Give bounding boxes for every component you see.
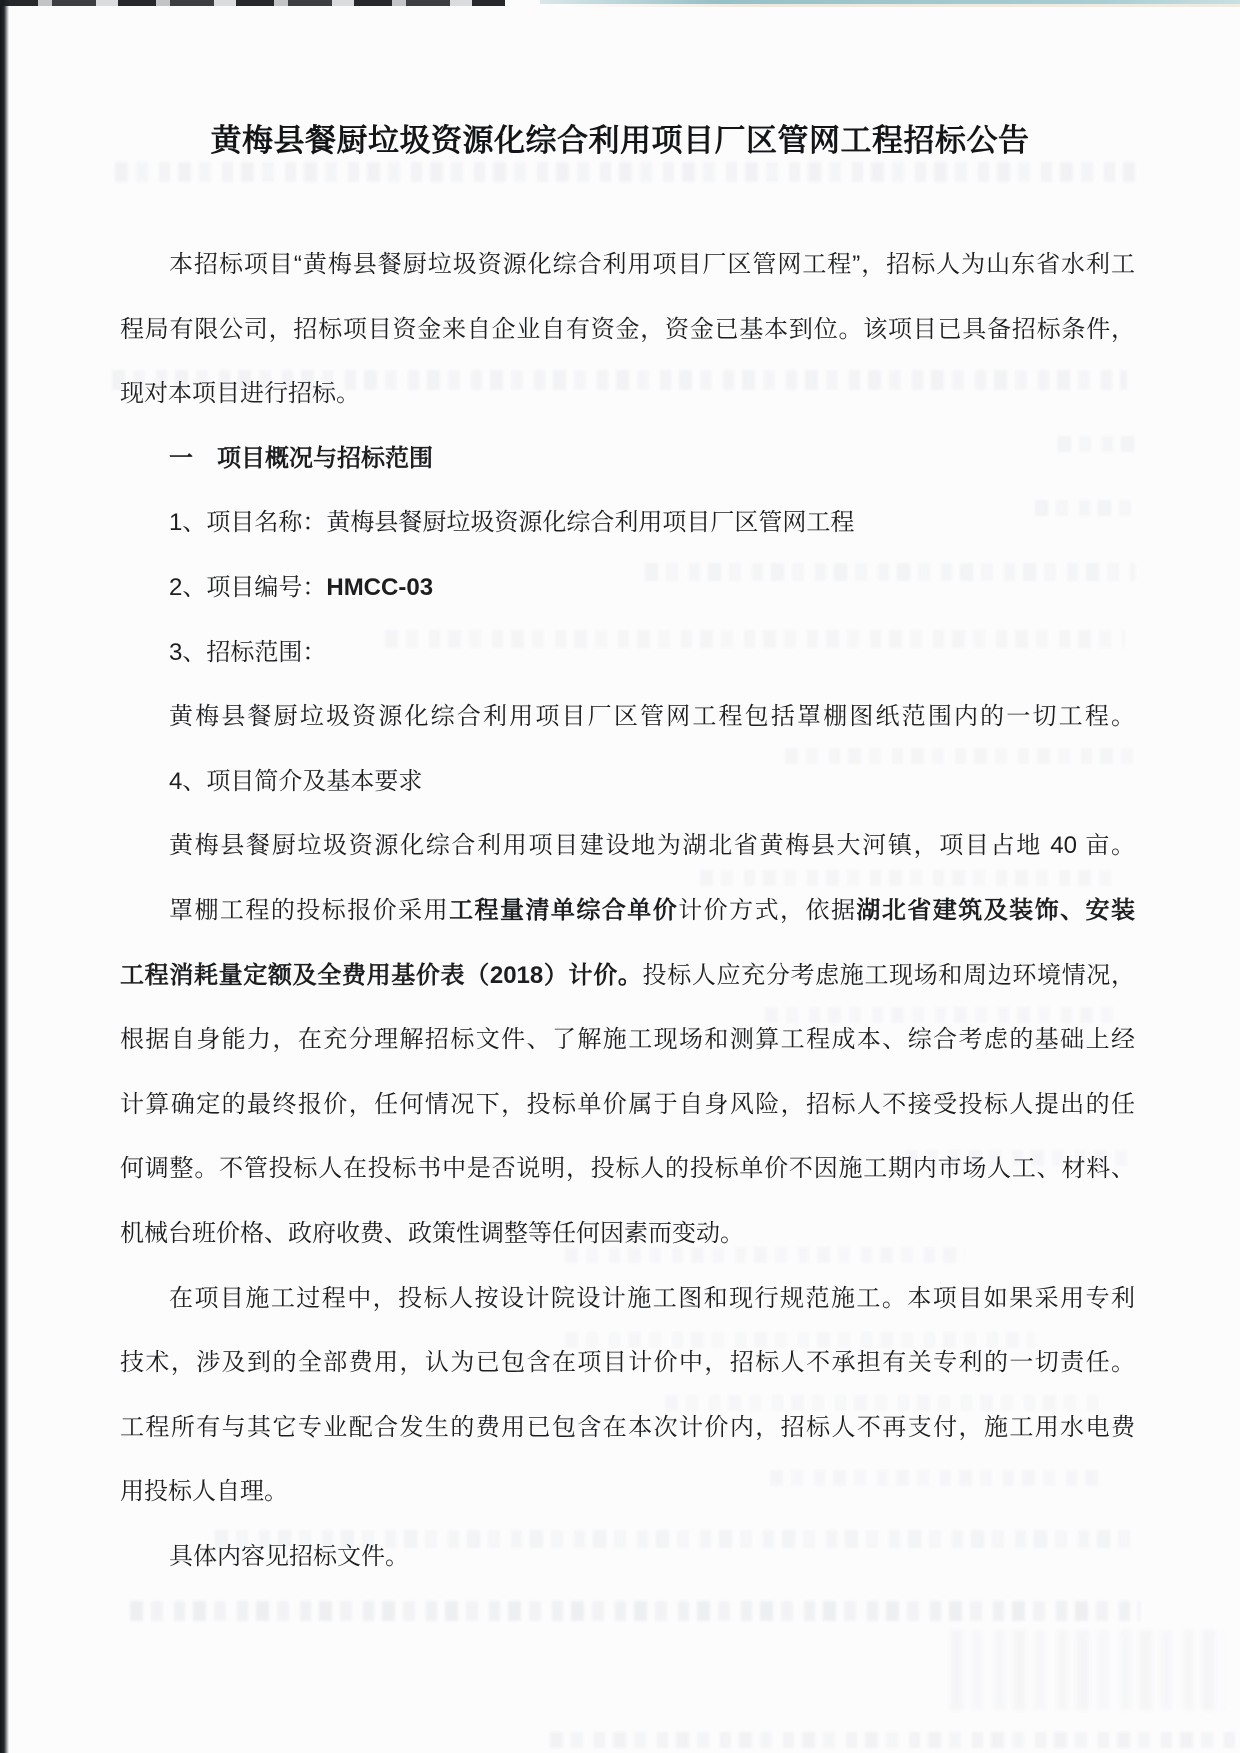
text-line (120, 879, 1135, 944)
text-segment: 4、项目简介及基本要求 (169, 767, 423, 795)
text-line (120, 1073, 1135, 1138)
text-segment: 黄梅县餐厨垃圾资源化综合利用项目建设地为湖北省黄梅县大河镇，项目占地 40 亩。 (169, 832, 1135, 860)
bleed-through-line (765, 1007, 1120, 1023)
text-segment: 具体内容见招标文件。 (169, 1542, 409, 1570)
text-segment: HMCC-03 (326, 573, 434, 601)
text-segment: 3、招标范围： (169, 638, 327, 666)
text-segment: 2、项目编号： (169, 573, 327, 601)
text-segment: 投标人应充分考虑施工现场和周边环境情况， (642, 961, 1135, 989)
bleed-through-line (215, 1530, 1140, 1548)
bleed-through-line (1035, 500, 1135, 516)
text-segment: 工程量清单综合单价 (449, 896, 679, 924)
text-line (120, 685, 1135, 750)
bleed-through-line (550, 1732, 1240, 1748)
bleed-through-line (905, 1150, 1135, 1166)
bleed-through-line (112, 370, 1127, 390)
text-segment: 计算确定的最终报价，任何情况下，投标单价属于自身风险，招标人不接受投标人提出的任 (120, 1090, 1135, 1118)
text-segment: 一 项目概况与招标范围 (169, 444, 433, 472)
bleed-through-line (785, 748, 1135, 764)
bleed-through-line (565, 1332, 1035, 1348)
bleed-through-line (1058, 436, 1138, 452)
text-segment: 1、项目名称：黄梅县餐厨垃圾资源化综合利用项目厂区管网工程 (169, 509, 855, 537)
text-segment: 计价方式，依据 (678, 896, 857, 924)
text-segment: 现对本项目进行招标。 (120, 380, 360, 408)
text-segment: 工程所有与其它专业配合发生的费用已包含在本次计价内，招标人不再支付，施工用水电费 (120, 1413, 1135, 1441)
text-line (120, 298, 1135, 363)
bleed-through-line (130, 1601, 1140, 1621)
text-segment: 黄梅县餐厨垃圾资源化综合利用项目厂区管网工程包括罩棚图纸范围内的一切工程。 (169, 703, 1135, 731)
text-segment: 用投标人自理。 (120, 1478, 288, 1506)
text-segment: 湖北省建筑及装饰、安装 (856, 896, 1135, 924)
bleed-through-line (645, 563, 1135, 581)
text-segment: 程局有限公司，招标项目资金来自企业自有资金，资金已基本到位。该项目已具备招标条件， (120, 315, 1135, 343)
scan-edge-top-dark-strip (0, 0, 505, 6)
text-line (120, 491, 1135, 556)
text-segment: 本招标项目“黄梅县餐厨垃圾资源化综合利用项目厂区管网工程”，招标人为山东省水利工 (169, 251, 1135, 278)
document-body (120, 233, 1135, 1589)
bleed-through-smudge (950, 1630, 1225, 1710)
text-segment: 技术，涉及到的全部费用，认为已包含在项目计价中，招标人不承担有关专利的一切责任。 (120, 1349, 1135, 1377)
text-line (120, 233, 1135, 298)
text-line (120, 1267, 1135, 1332)
scan-edge-left-strip (0, 0, 9, 1753)
bleed-through-line (700, 870, 1120, 886)
text-segment: 工程消耗量定额及全费用基价表（2018）计价。 (120, 961, 643, 989)
bleed-through-line (565, 1247, 965, 1263)
scan-edge-top-warm-strip (560, 4, 1240, 7)
text-segment: 根据自身能力，在充分理解招标文件、了解施工现场和测算工程成本、综合考虑的基础上经 (120, 1026, 1135, 1054)
text-segment: 机械台班价格、政府收费、政策性调整等任何因素而变动。 (120, 1219, 744, 1247)
bleed-through-line (115, 162, 1135, 182)
text-line (120, 1137, 1135, 1202)
text-line (120, 427, 1135, 492)
text-line (120, 944, 1135, 1009)
bleed-through-line (770, 1470, 1100, 1486)
document-title: 黄梅县餐厨垃圾资源化综合利用项目厂区管网工程招标公告 (210, 123, 1030, 158)
text-segment: 何调整。不管投标人在投标书中是否说明，投标人的投标单价不因施工期内市场人工、材料、 (120, 1155, 1135, 1183)
bleed-through-line (385, 630, 1125, 648)
bleed-through-line (665, 1395, 1105, 1411)
text-segment: 在项目施工过程中，投标人按设计院设计施工图和现行规范施工。本项目如果采用专利 (169, 1284, 1135, 1312)
text-segment: 罩棚工程的投标报价采用 (169, 896, 450, 924)
